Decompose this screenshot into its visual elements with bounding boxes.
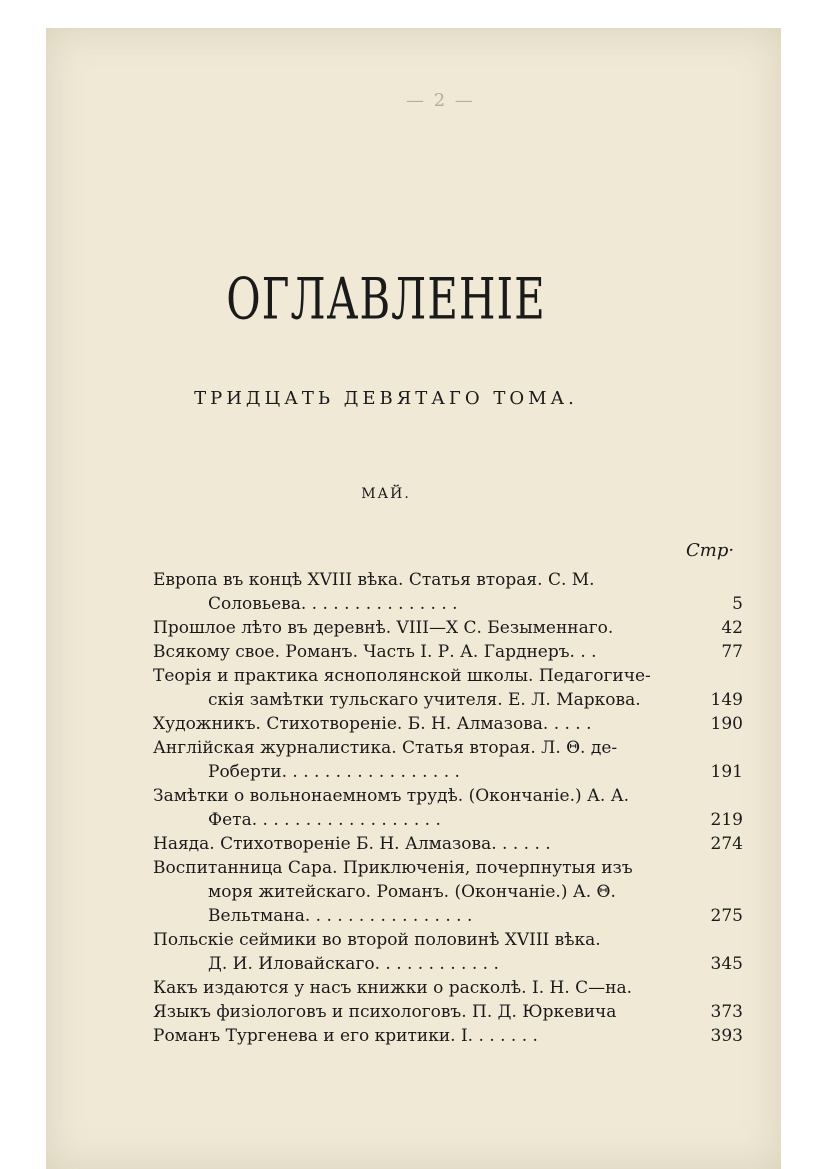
- toc-entry-page: 219: [710, 810, 743, 830]
- book-page: [46, 28, 781, 1169]
- toc-entry-page: 5: [732, 594, 743, 614]
- toc-entry-page: 191: [710, 762, 743, 782]
- month-heading: МАЙ.: [361, 486, 411, 502]
- toc-entry-line: скія замѣтки тульскаго учителя. Е. Л. Маркова.: [208, 690, 641, 710]
- toc-entry: [153, 712, 743, 736]
- toc-entry-line: Воспитанница Сара. Приключенія, почерпнутыя изъ: [153, 858, 633, 878]
- toc-entry: [153, 616, 743, 640]
- toc-entry: [153, 568, 743, 616]
- table-of-contents: [153, 568, 743, 1048]
- toc-entry-page: 149: [710, 690, 743, 710]
- toc-entry-page: 393: [710, 1026, 743, 1046]
- toc-entry-line: Какъ издаются у насъ книжки о расколѣ. I. Н. С—на.: [153, 978, 633, 998]
- page-number: — 2 —: [406, 90, 475, 111]
- toc-entry: [153, 664, 743, 712]
- toc-entry-line: Польскіе сеймики во второй половинѣ XVIII вѣка.: [153, 930, 601, 950]
- toc-entry-page: 274: [710, 834, 743, 854]
- toc-entry-page: 275: [710, 906, 743, 926]
- toc-entry: [153, 832, 743, 856]
- toc-entry-page: 345: [710, 954, 743, 974]
- toc-entry-line: Замѣтки о вольнонаемномъ трудѣ. (Окончаніе.) А. А.: [153, 786, 629, 806]
- toc-entry-line: Теорія и практика яснополянской школы. Педагогиче-: [153, 666, 651, 686]
- toc-entry-page: 373: [710, 1002, 743, 1022]
- toc-entry: [153, 736, 743, 784]
- toc-entry-line: Вельтмана. . . . . . . . . . . . . . . .: [208, 906, 473, 926]
- toc-entry-line: Фета. . . . . . . . . . . . . . . . . .: [208, 810, 441, 830]
- toc-entry-line: Европа въ концѣ XVIII вѣка. Статья вторая. С. М.: [153, 570, 595, 590]
- toc-entry: [153, 928, 743, 976]
- toc-entry: [153, 856, 743, 928]
- toc-entry-line: Языкъ физіологовъ и психологовъ. П. Д. Юркевича: [153, 1002, 617, 1022]
- toc-entry-page: 77: [721, 642, 743, 662]
- toc-entry-line: Д. И. Иловайскаго. . . . . . . . . . . .: [208, 954, 499, 974]
- toc-entry: [153, 784, 743, 832]
- toc-entry-line: Романъ Тургенева и его критики. I. . . . . . .: [153, 1026, 538, 1046]
- toc-entry-page: 190: [710, 714, 743, 734]
- toc-entry: [153, 1024, 743, 1048]
- toc-entry-line: Англійская журналистика. Статья вторая. Л. Θ. де-: [153, 738, 618, 758]
- toc-entry-line: Наяда. Стихотвореніе Б. Н. Алмазова. . . . . .: [153, 834, 551, 854]
- page-column-header: Стр·: [686, 540, 735, 561]
- toc-entry-line: моря житейскаго. Романъ. (Окончаніе.) А. Θ.: [208, 882, 616, 902]
- toc-entry: [153, 640, 743, 664]
- toc-entry-line: Всякому свое. Романъ. Часть I. Р. А. Гарднеръ. . .: [153, 642, 597, 662]
- toc-entry-page: 42: [721, 618, 743, 638]
- volume-subtitle: ТРИДЦАТЬ ДЕВЯТАГО ТОМА.: [194, 388, 578, 409]
- toc-entry-line: Прошлое лѣто въ деревнѣ. VIII—X С. Безыменнаго.: [153, 618, 614, 638]
- toc-entry-line: Роберти. . . . . . . . . . . . . . . . .: [208, 762, 460, 782]
- toc-entry: [153, 976, 743, 1000]
- page-title: ОГЛАВЛЕНІЕ: [226, 266, 546, 333]
- toc-entry-line: Соловьева. . . . . . . . . . . . . . .: [208, 594, 458, 614]
- toc-entry-line: Художникъ. Стихотвореніе. Б. Н. Алмазова. . . . .: [153, 714, 592, 734]
- toc-entry: [153, 1000, 743, 1024]
